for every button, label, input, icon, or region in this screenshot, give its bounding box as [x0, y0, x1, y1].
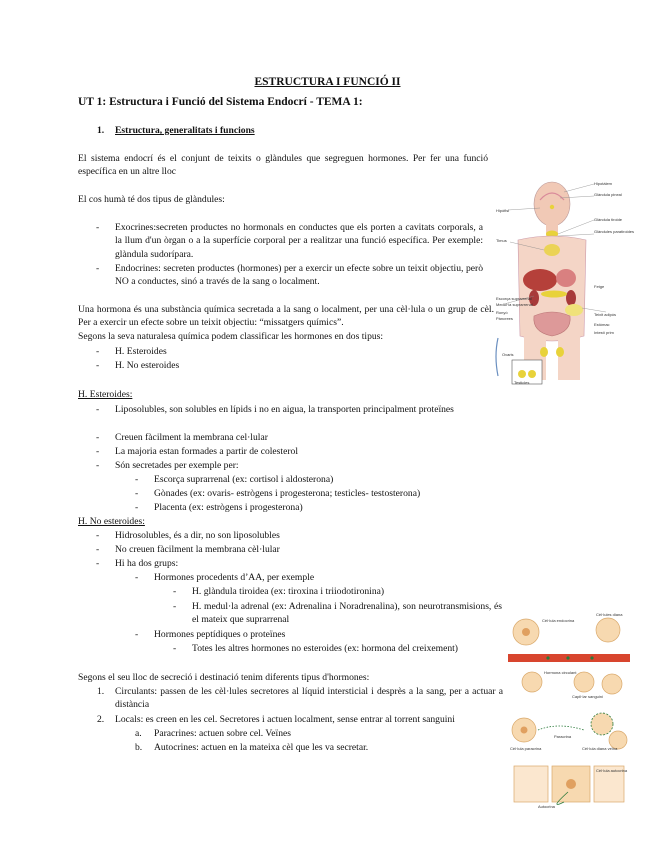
- nonsteroid-item: No creuen fàcilment la membrana cèl·lular: [115, 544, 280, 555]
- steroid-source: Gònades (ex: ovaris- estrògens i progesterona; testicles- testosterona): [154, 488, 421, 499]
- thymus-shape: [544, 244, 560, 256]
- endocrine-body-figure: [494, 176, 635, 388]
- nonsteroid-group-peptide: Hormones peptídiques o proteïnes: [154, 629, 286, 640]
- steroids-heading: H. Esteroides:: [78, 389, 133, 400]
- leader-line: [558, 234, 594, 236]
- list-letter: b.: [135, 742, 143, 753]
- figure-label: Cèl·lula endocrina: [542, 618, 575, 623]
- peptide-hormone: Totes les altres hormones no esteroides (ex: hormona del creixement): [192, 643, 459, 654]
- target-cell-shape: [602, 674, 622, 694]
- figure-label: Glàndules paratiroides: [594, 229, 635, 234]
- nonsteroid-group-aa: Hormones procedents d’AA, per exemple: [154, 572, 315, 583]
- secretion-circulating: Circulants: passen de les cèl·lules secretores al líquid intersticial i desprès a la sang, per a actuar a distància: [115, 686, 503, 711]
- steroid-item: La majoria estan formades a partir de colesterol: [115, 446, 298, 457]
- list-dash: -: [96, 360, 100, 371]
- secretion-intro: Segons el seu lloc de secreció i destinació tenim diferents tipus d'hormones:: [78, 672, 370, 683]
- paracrine-figure: [508, 712, 630, 752]
- list-dash: -: [96, 432, 100, 443]
- testis-shape: [518, 370, 526, 378]
- list-dash: -: [96, 530, 100, 541]
- type-steroid: H. Esteroides: [115, 346, 167, 357]
- aa-hormone: H. glàndula tiroidea (ex: tiroxina i triiodotironina): [192, 586, 385, 597]
- figure-label: Capil·lar sanguini: [572, 694, 603, 699]
- intro-paragraph: El sistema endocrí és el conjunt de teixits o glàndules que segreguen hormones. Per fer una funció específica en un altre lloc: [78, 153, 488, 178]
- stomach-shape: [556, 269, 576, 287]
- list-dash: -: [96, 263, 100, 274]
- list-dash: -: [96, 222, 100, 233]
- figure-label: Cèl·lula paracrina: [510, 746, 542, 751]
- list-dash: -: [135, 474, 139, 485]
- nucleus-shape: [566, 779, 576, 789]
- list-dash: -: [135, 502, 139, 513]
- list-dash: -: [173, 643, 177, 654]
- hormone-dot: [546, 656, 549, 659]
- steroid-item: Creuen fàcilment la membrana cel·lular: [115, 432, 268, 443]
- list-dash: -: [135, 629, 139, 640]
- ovary-shape: [540, 347, 548, 357]
- adipose-shape: [565, 304, 583, 316]
- figure-label: Medul·la suprarrenal: [496, 302, 533, 307]
- list-dash: -: [96, 544, 100, 555]
- circulating-hormone-figure: [508, 612, 630, 700]
- steroid-item: Liposolubles, son solubles en lípids i no en aigua, la transporten principalment proteïnes: [115, 404, 454, 415]
- gland-endocrine: Endocrines: secreten productes (hormones) per a exercir un efecte sobre un teixit objectiu, però NO a conductes, sinó a través de la sang o localment.: [115, 263, 483, 288]
- list-dash: -: [96, 404, 100, 415]
- figure-label: Cèl·lula autocrina: [596, 768, 628, 773]
- figure-label: Hipotàlem: [594, 181, 613, 186]
- figure-label: Teixit adipós: [594, 312, 617, 317]
- hormone-definition: Una hormona és una substància química secretada a la sang o localment, per una cèl·lula o un grup de cèl. Per a exercir un efecte sobre un teixit objectiu: “missatgers químics”.: [78, 304, 494, 329]
- figure-label: Escorça suprarrenal: [496, 296, 532, 301]
- head-shape: [534, 182, 570, 226]
- figure-label: Paracrina: [554, 734, 572, 739]
- neighbor-cell-shape: [591, 713, 613, 735]
- local-autocrine: Autocrines: actuen en la mateixa cèl que les va secretar.: [154, 742, 369, 753]
- figure-label: Autocrina: [538, 804, 555, 809]
- nonsteroid-item: Hidrosolubles, és a dir, no son liposolubles: [115, 530, 280, 541]
- figure-label: Cèl·lula diana veïna: [582, 746, 618, 751]
- figure-label: Glàndula pineal: [594, 192, 622, 197]
- hormone-dot: [566, 656, 569, 659]
- list-dash: -: [96, 446, 100, 457]
- list-dash: -: [135, 572, 139, 583]
- nucleus-shape: [522, 628, 530, 636]
- list-dash: -: [135, 488, 139, 499]
- steroid-item: Són secretades per exemple per:: [115, 460, 239, 471]
- leader-line: [564, 184, 594, 192]
- figure-label: Hormona circulant: [544, 670, 577, 675]
- leg-shape: [558, 336, 580, 380]
- page-title: ESTRUCTURA I FUNCIÓ II: [254, 76, 401, 88]
- pituitary-shape: [550, 205, 554, 209]
- nonsteroid-item: Hi ha dos grups:: [115, 558, 179, 569]
- section-number: 1.: [97, 125, 105, 136]
- glands-intro: El cos humà té dos tipus de glàndules:: [78, 194, 225, 205]
- figure-label: Intestí prim: [594, 330, 614, 335]
- type-nonsteroid: H. No esteroides: [115, 360, 180, 371]
- liver-shape: [523, 269, 557, 291]
- figure-label: Pàncrees: [496, 316, 513, 321]
- figure-bracket: [496, 338, 498, 376]
- list-dash: -: [173, 586, 177, 597]
- classify-intro: Segons la seva naturalesa química podem classificar les hormones en dos tipus:: [78, 331, 384, 342]
- nonsteroids-heading: H. No esteroides:: [78, 516, 145, 527]
- list-dash: -: [96, 346, 100, 357]
- steroid-source: Escorça suprarrenal (ex: cortisol i aldosterona): [154, 474, 334, 485]
- target-cell-shape: [522, 672, 542, 692]
- autocrine-figure: [508, 762, 630, 810]
- list-letter: a.: [135, 728, 142, 739]
- cell-shape: [514, 766, 548, 802]
- leader-line: [558, 220, 594, 234]
- figure-label: Timus: [496, 238, 507, 243]
- aa-hormone: H. medul·la adrenal (ex: Adrenalina i Noradrenalina), son neurotransmisions, és el mateix que suprarrenal: [192, 601, 502, 626]
- figure-label: Testicles: [514, 380, 530, 385]
- list-dash: -: [96, 558, 100, 569]
- figure-label: Glàndula tiroide: [594, 217, 623, 222]
- figure-label: Estómac: [594, 322, 610, 327]
- hormone-dot: [590, 656, 593, 659]
- signal-arrow: [538, 726, 584, 730]
- figure-label: Ronyó: [496, 310, 508, 315]
- list-dash: -: [96, 460, 100, 471]
- secretion-local: Locals: es creen en les cel. Secretores i actuen localment, sense entrar al torrent sanguini: [115, 714, 455, 725]
- figure-label: Fetge: [594, 284, 605, 289]
- kidney-shape: [566, 290, 576, 306]
- list-number: 1.: [97, 686, 105, 697]
- figure-label: Hipòfisi: [496, 208, 510, 213]
- testis-shape: [528, 370, 536, 378]
- local-paracrine: Paracrines: actuen sobre cel. Veïnes: [154, 728, 292, 739]
- target-cell-shape: [574, 672, 594, 692]
- list-number: 2.: [97, 714, 105, 725]
- pancreas-shape: [541, 291, 567, 298]
- figure-label: Cèl·lules diana: [596, 612, 623, 617]
- section-title: Estructura, generalitats i funcions: [115, 125, 255, 136]
- unit-heading: UT 1: Estructura i Funció del Sistema Endocrí - TEMA 1:: [78, 96, 363, 108]
- gland-exocrine: Exocrines:secreten productes no hormonals en conductes que els porten a cavitats corporals, a la llum d'un òrgan o a la superfície corporal per a realitzar una funció específica. Per exemple: glàndula sudorípara.: [115, 222, 483, 260]
- figure-label: Ovaris: [502, 352, 514, 357]
- nucleus-shape: [521, 727, 528, 734]
- list-dash: -: [173, 601, 177, 612]
- target-cell-shape: [596, 618, 620, 642]
- steroid-source: Placenta (ex: estrògens i progesterona): [154, 502, 303, 513]
- ovary-shape: [556, 347, 564, 357]
